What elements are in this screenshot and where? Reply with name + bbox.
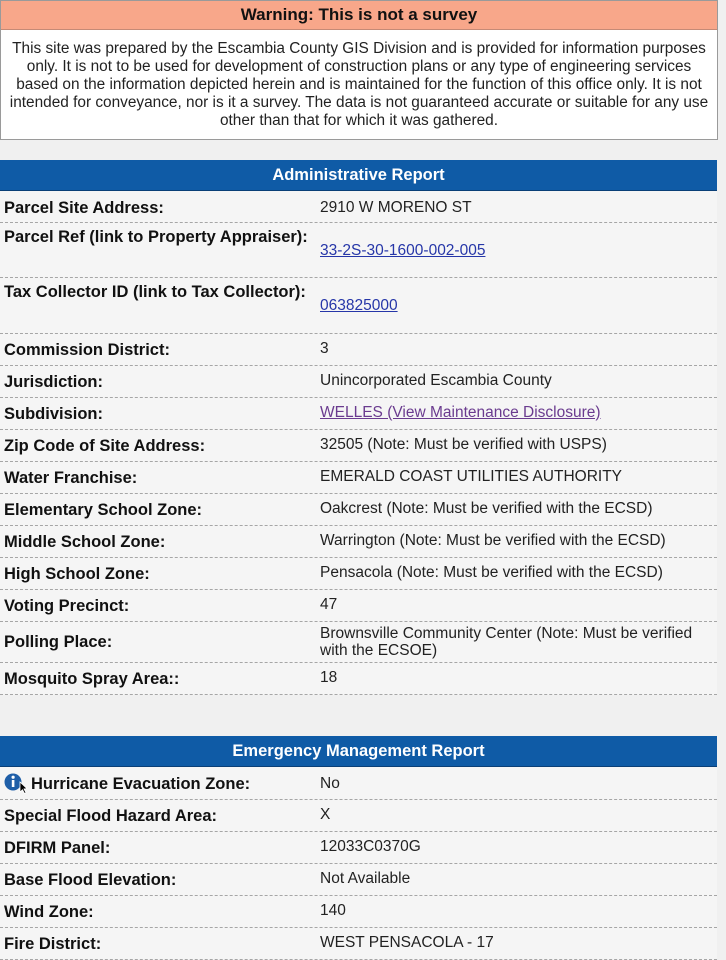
- table-row: [0, 558, 717, 590]
- row-value-zip-code: 32505 (Note: Must be verified with USPS): [320, 436, 607, 453]
- warning-title: Warning: This is not a survey: [1, 1, 717, 30]
- row-value-water-franchise: EMERALD COAST UTILITIES AUTHORITY: [320, 468, 623, 485]
- row-value-high-school-zone: Pensacola (Note: Must be verified with the ECSD): [320, 564, 663, 581]
- table-row: [0, 800, 717, 832]
- warning-box: [0, 0, 718, 140]
- subdivision-maintenance-link[interactable]: WELLES (View Maintenance Disclosure): [320, 404, 601, 421]
- parcel-ref-link[interactable]: 33-2S-30-1600-002-005: [320, 242, 486, 259]
- row-label-wind-zone: Wind Zone:: [4, 903, 94, 921]
- table-row: [0, 398, 717, 430]
- row-label-special-flood-hazard-area: Special Flood Hazard Area:: [4, 807, 218, 825]
- hurricane-evacuation-zone-label: Hurricane Evacuation Zone:: [31, 775, 251, 793]
- table-row: [0, 896, 717, 928]
- row-value-jurisdiction: Unincorporated Escambia County: [320, 372, 552, 389]
- row-value-special-flood-hazard-area: X: [320, 806, 331, 823]
- table-row: [0, 590, 717, 622]
- row-label-zip-code: Zip Code of Site Address:: [4, 437, 206, 455]
- row-label-mosquito-spray-area: Mosquito Spray Area::: [4, 670, 180, 688]
- row-label-water-franchise: Water Franchise:: [4, 469, 138, 487]
- row-value-fire-district: WEST PENSACOLA - 17: [320, 934, 494, 951]
- warning-disclaimer: This site was prepared by the Escambia County GIS Division and is provided for information purposes only. It is not to be used for development of construction plans or any type of engineering services based on the information depicted herein and is maintained for the function of this office only. It is not intended for conveyance, nor is it a survey. The data is not guaranteed accurate or suitable for any use other than that for which it was gathered.: [9, 40, 709, 129]
- row-value-subdivision: [320, 404, 715, 421]
- administrative-report-header: Administrative Report: [0, 160, 717, 191]
- row-label-polling-place: Polling Place:: [4, 633, 113, 651]
- row-value-middle-school-zone: Warrington (Note: Must be verified with the ECSD): [320, 532, 666, 549]
- row-value-wind-zone: 140: [320, 902, 346, 919]
- tax-collector-link[interactable]: 063825000: [320, 297, 398, 314]
- row-label-parcel-site-address: Parcel Site Address:: [4, 199, 164, 217]
- table-row: [0, 622, 717, 663]
- table-row: [0, 526, 717, 558]
- table-row: [0, 832, 717, 864]
- emergency-management-report-header: Emergency Management Report: [0, 736, 717, 767]
- row-label-elementary-school-zone: Elementary School Zone:: [4, 501, 203, 519]
- row-label-dfirm-panel: DFIRM Panel:: [4, 839, 111, 857]
- table-row: [0, 767, 717, 800]
- row-value-mosquito-spray-area: 18: [320, 669, 338, 686]
- table-row: [0, 191, 717, 223]
- row-value-base-flood-elevation: Not Available: [320, 870, 411, 887]
- row-value-commission-district: 3: [320, 340, 329, 357]
- row-value-polling-place: Brownsville Community Center (Note: Must be verified with the ECSOE): [320, 625, 693, 659]
- row-value-parcel-ref: [320, 242, 715, 259]
- row-label-subdivision: Subdivision:: [4, 405, 103, 423]
- table-row: [0, 334, 717, 366]
- row-label-jurisdiction: Jurisdiction:: [4, 373, 104, 391]
- table-row: [0, 928, 717, 960]
- table-row: [0, 278, 717, 334]
- table-row: [0, 462, 717, 494]
- table-row: [0, 494, 717, 526]
- emergency-management-report: [0, 736, 717, 960]
- row-value-voting-precinct: 47: [320, 596, 338, 613]
- row-label-base-flood-elevation: Base Flood Elevation:: [4, 871, 177, 889]
- row-label-parcel-ref: Parcel Ref (link to Property Appraiser):: [4, 228, 308, 246]
- row-label-high-school-zone: High School Zone:: [4, 565, 150, 583]
- table-row: [0, 864, 717, 896]
- table-row: [0, 223, 717, 278]
- row-value-hurricane-evacuation-zone: No: [320, 775, 340, 792]
- row-label-fire-district: Fire District:: [4, 935, 102, 953]
- table-row: [0, 430, 717, 462]
- table-row: [0, 663, 717, 695]
- row-label-middle-school-zone: Middle School Zone:: [4, 533, 166, 551]
- row-label-commission-district: Commission District:: [4, 341, 170, 359]
- row-value-elementary-school-zone: Oakcrest (Note: Must be verified with the ECSD): [320, 500, 653, 517]
- row-value-parcel-site-address: 2910 W MORENO ST: [320, 199, 472, 216]
- info-icon[interactable]: [4, 772, 28, 794]
- table-row: [0, 366, 717, 398]
- row-label-hurricane-evacuation-zone: [4, 773, 309, 796]
- administrative-report: [0, 160, 717, 695]
- row-label-voting-precinct: Voting Precinct:: [4, 597, 130, 615]
- row-value-dfirm-panel: 12033C0370G: [320, 838, 421, 855]
- row-label-tax-collector-id: Tax Collector ID (link to Tax Collector):: [4, 283, 306, 301]
- row-value-tax-collector-id: [320, 297, 715, 314]
